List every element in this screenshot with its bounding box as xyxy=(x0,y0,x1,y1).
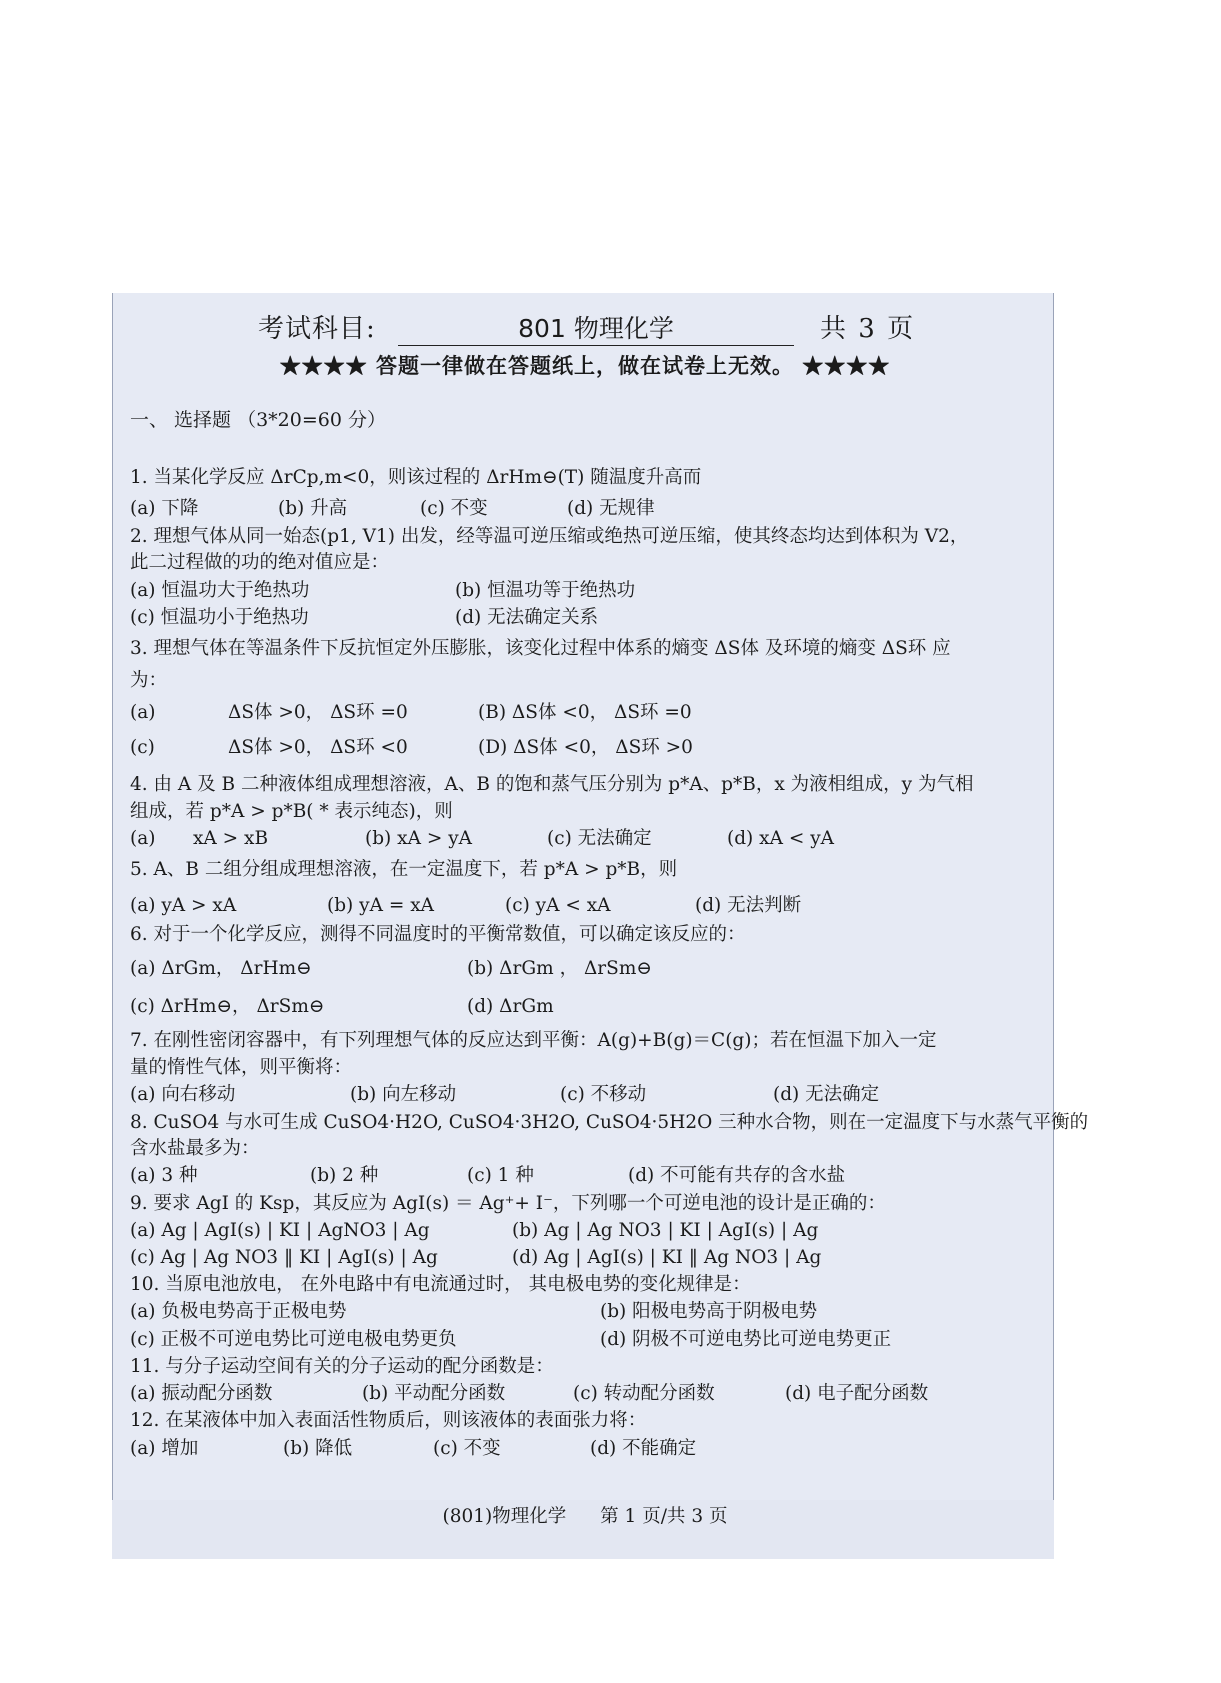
q11-option-a: (a) 振动配分函数 xyxy=(130,1383,273,1404)
q2-option-d: (d) 无法确定关系 xyxy=(455,607,599,628)
q12-option-d: (d) 不能确定 xyxy=(590,1438,697,1459)
q6-option-d: (d) ΔrGm xyxy=(467,996,554,1017)
q10-option-b: (b) 阳极电势高于阴极电势 xyxy=(600,1301,818,1322)
q11-option-d: (d) 电子配分函数 xyxy=(785,1383,929,1404)
q10-option-a: (a) 负极电势高于正极电势 xyxy=(130,1301,347,1322)
question-4-line2: 组成，若 p*A > p*B( * 表示纯态)，则 xyxy=(130,801,453,822)
q1-option-c: (c) 不变 xyxy=(420,498,488,519)
section-title: 一、 选择题 （3*20=60 分） xyxy=(130,409,386,431)
q5-option-d: (d) 无法判断 xyxy=(695,895,802,916)
q1-option-b: (b) 升高 xyxy=(278,498,348,519)
q8-option-a: (a) 3 种 xyxy=(130,1165,198,1186)
question-6: 6. 对于一个化学反应，测得不同温度时的平衡常数值，可以确定该反应的： xyxy=(130,924,746,945)
q9-option-b: (b) Ag | Ag NO3 | KI | AgI(s) | Ag xyxy=(512,1220,819,1241)
q5-option-a: (a) yA > xA xyxy=(130,895,237,916)
q2-option-c: (c) 恒温功小于绝热功 xyxy=(130,607,309,628)
question-7: 7. 在刚性密闭容器中，有下列理想气体的反应达到平衡：A(g)+B(g)＝C(g)；若在恒温下加入一定 xyxy=(130,1030,937,1051)
question-1: 1. 当某化学反应 ΔrCp,m<0，则该过程的 ΔrHm⊖(T) 随温度升高而 xyxy=(130,467,702,488)
question-2: 2. 理想气体从同一始态(p1, V1) 出发，经等温可逆压缩或绝热可逆压缩，使其终态均达到体积为 V2， xyxy=(130,526,969,547)
q10-option-c: (c) 正极不可逆电势比可逆电极电势更负 xyxy=(130,1329,457,1350)
total-pages: 共 3 页 xyxy=(820,314,916,344)
q5-option-b: (b) yA = xA xyxy=(327,895,435,916)
q7-option-d: (d) 无法确定 xyxy=(773,1084,880,1105)
q4-option-d: (d) xA < yA xyxy=(727,828,835,849)
question-8: 8. CuSO4 与水可生成 CuSO4·H2O, CuSO4·3H2O, CuSO4·5H2O 三种水合物，则在一定温度下与水蒸气平衡的 xyxy=(130,1112,1089,1133)
q5-option-c: (c) yA < xA xyxy=(505,895,611,916)
question-3-line2: 为： xyxy=(130,670,168,691)
subject-label: 考试科目: xyxy=(258,314,376,344)
footer-page-number: 第 1 页/共 3 页 xyxy=(600,1506,728,1527)
q4-option-c: (c) 无法确定 xyxy=(547,828,652,849)
q3-option-b: (B) ΔS体 <0， ΔS环 =0 xyxy=(478,702,692,723)
q3-option-c: ΔS体 >0， ΔS环 <0 xyxy=(228,737,408,758)
q7-option-a: (a) 向右移动 xyxy=(130,1084,236,1105)
page-footer xyxy=(140,1503,1030,1531)
q1-option-d: (d) 无规律 xyxy=(567,498,655,519)
question-9: 9. 要求 AgI 的 Ksp，其反应为 AgI(s) ＝ Ag⁺+ I⁻，下列哪一个可逆电池的设计是正确的： xyxy=(130,1193,886,1214)
question-11: 11. 与分子运动空间有关的分子运动的配分函数是： xyxy=(130,1356,554,1377)
q1-option-a: (a) 下降 xyxy=(130,498,199,519)
q3-option-a-label: (a) xyxy=(130,702,156,723)
exam-notice: ★★★★ 答题一律做在答题纸上，做在试卷上无效。 ★★★★ xyxy=(279,353,891,378)
q10-option-d: (d) 阴极不可逆电势比可逆电势更正 xyxy=(600,1329,892,1350)
q7-option-b: (b) 向左移动 xyxy=(350,1084,457,1105)
q6-option-a: (a) ΔrGm， ΔrHm⊖ xyxy=(130,958,312,979)
question-2-line2: 此二过程做的功的绝对值应是： xyxy=(130,552,390,573)
q11-option-c: (c) 转动配分函数 xyxy=(573,1383,715,1404)
q12-option-c: (c) 不变 xyxy=(433,1438,501,1459)
q9-option-c: (c) Ag | Ag NO3 ‖ KI | AgI(s) | Ag xyxy=(130,1247,438,1268)
q7-option-c: (c) 不移动 xyxy=(560,1084,647,1105)
exam-header xyxy=(140,309,1030,349)
question-12: 12. 在某液体中加入表面活性物质后，则该液体的表面张力将： xyxy=(130,1410,647,1431)
q4-option-a: xA > xB xyxy=(193,828,269,849)
q8-option-b: (b) 2 种 xyxy=(310,1165,379,1186)
q4-option-b: (b) xA > yA xyxy=(365,828,473,849)
q12-option-b: (b) 降低 xyxy=(283,1438,353,1459)
question-8-line2: 含水盐最多为： xyxy=(130,1138,260,1159)
q3-option-d: (D) ΔS体 <0， ΔS环 >0 xyxy=(478,737,693,758)
q6-option-b: (b) ΔrGm ， ΔrSm⊖ xyxy=(467,958,652,979)
question-4: 4. 由 A 及 B 二种液体组成理想溶液，A、B 的饱和蒸气压分别为 p*A、p*B，x 为液相组成，y 为气相 xyxy=(130,774,974,795)
q4-option-a-label: (a) xyxy=(130,828,156,849)
subject-name: 801 物理化学 xyxy=(398,309,794,346)
q9-option-d: (d) Ag | AgI(s) | KI ‖ Ag NO3 | Ag xyxy=(512,1247,822,1268)
q12-option-a: (a) 增加 xyxy=(130,1438,199,1459)
q11-option-b: (b) 平动配分函数 xyxy=(362,1383,506,1404)
question-3: 3. 理想气体在等温条件下反抗恒定外压膨胀，该变化过程中体系的熵变 ΔS体 及环境的熵变 ΔS环 应 xyxy=(130,638,951,659)
question-7-line2: 量的惰性气体，则平衡将： xyxy=(130,1057,353,1078)
q2-option-b: (b) 恒温功等于绝热功 xyxy=(455,580,636,601)
question-5: 5. A、B 二组分组成理想溶液，在一定温度下，若 p*A > p*B，则 xyxy=(130,859,678,880)
q3-option-a: ΔS体 >0， ΔS环 =0 xyxy=(228,702,408,723)
q8-option-c: (c) 1 种 xyxy=(467,1165,534,1186)
question-10: 10. 当原电池放电， 在外电路中有电流通过时， 其电极电势的变化规律是： xyxy=(130,1274,751,1295)
q9-option-a: (a) Ag | AgI(s) | KI | AgNO3 | Ag xyxy=(130,1220,430,1241)
q8-option-d: (d) 不可能有共存的含水盐 xyxy=(628,1165,846,1186)
q6-option-c: (c) ΔrHm⊖， ΔrSm⊖ xyxy=(130,996,325,1017)
q3-option-c-label: (c) xyxy=(130,737,155,758)
footer-course: (801)物理化学 xyxy=(442,1506,567,1527)
q2-option-a: (a) 恒温功大于绝热功 xyxy=(130,580,310,601)
